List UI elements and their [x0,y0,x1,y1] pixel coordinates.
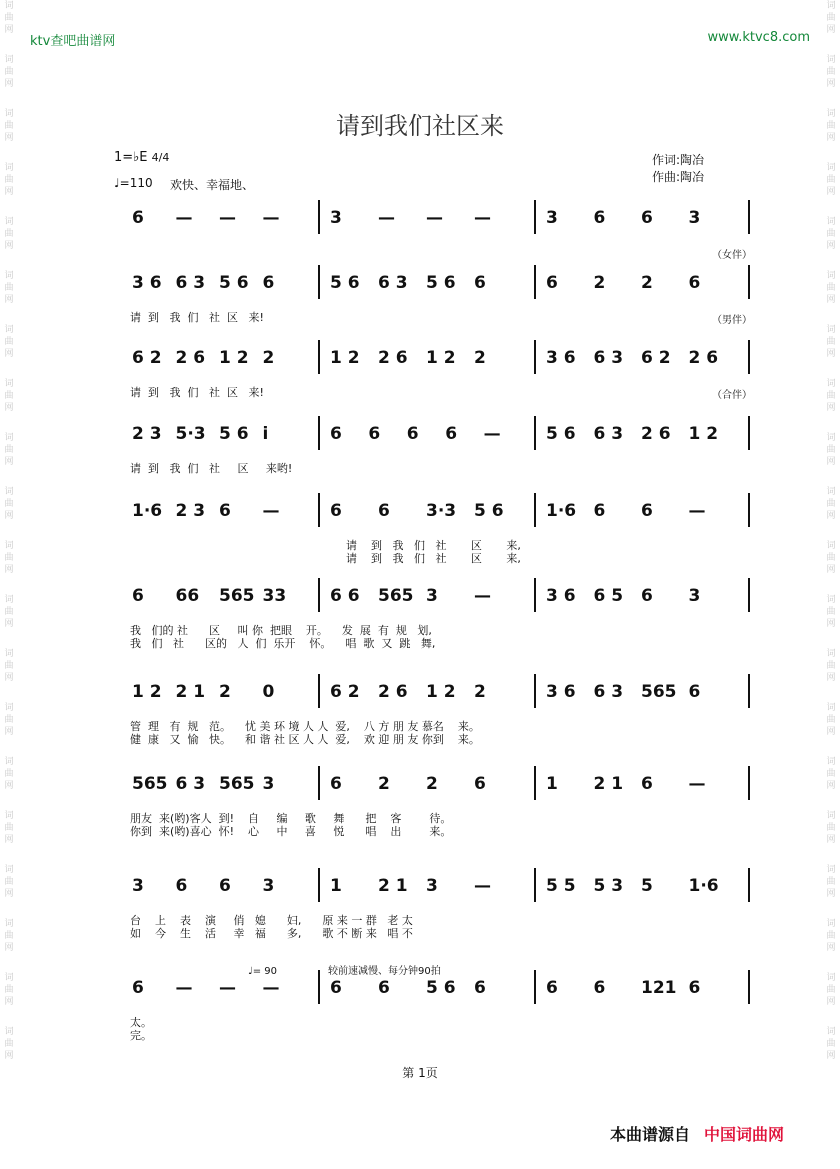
barline [534,493,536,527]
note: 6 [641,774,653,794]
note: 5 6 [330,273,360,293]
note: 1 2 [132,682,162,702]
source-label: 本曲谱源自 [610,1125,691,1144]
barline [318,200,320,234]
note: 6 [474,978,486,998]
note: 6 [688,273,701,293]
note: — [474,586,491,606]
note: i [262,424,269,444]
note: 2 3 [132,424,162,444]
barline [748,970,750,1004]
note: 6 [445,424,458,444]
note: 3 [426,586,438,606]
note: 3 6 [546,682,576,702]
note: 6 [688,682,701,702]
note: 6 2 [132,348,162,368]
lyric-line: 完。 [130,1029,152,1042]
expression-mark: 欢快、幸福地、 [170,178,255,192]
note: 565 [132,774,168,794]
barline [534,340,536,374]
note: 2 3 [175,501,206,521]
note: 6 3 [593,424,624,444]
lyric-line: 请 到 我 们 社 区 来! [130,311,264,324]
barline [534,416,536,450]
credits [652,152,704,186]
note: 5 3 [593,876,624,896]
lyric-line: 我 们 社 区的 人 们 乐开 怀。 唱 歌 又 跳 舞, [130,637,436,650]
barline [318,416,320,450]
note: 1·6 [688,876,719,896]
barline [318,766,320,800]
note: 6 [132,586,144,606]
barline [534,868,536,902]
note: 5·3 [175,424,206,444]
note: — [474,208,491,228]
score-row [0,340,840,401]
barline [318,674,320,708]
lyric-line: 我 们的 社 区 叫 你 把眼 开。 发 展 有 规 划, [130,624,432,637]
time-signature: 4/4 [151,151,170,164]
note: 6 [175,876,188,896]
note: 6 [378,501,390,521]
note: 6 [330,424,342,444]
rit-annotation: 较前速减慢、每分钟90拍 [328,966,441,977]
barline [748,200,750,234]
note: — [262,501,280,521]
note: — [483,424,501,444]
barline [748,674,750,708]
note: 6 3 [593,348,624,368]
score-row [0,493,840,565]
note: 6 [474,774,486,794]
watermark-left: 词曲网 词曲网 词曲网 词曲网 词曲网 词曲网 词曲网 词曲网 词曲网 词曲网 词曲网 词曲网 词曲网 词曲网 词曲网 词曲网 词曲网 词曲网 词曲网 词曲网 [4,1,14,1061]
note: 6 2 [330,682,360,702]
note: 6 [641,208,653,228]
score-row [0,200,840,261]
note: 1 [330,876,342,896]
note: 1 2 [330,348,360,368]
score-row [0,970,840,1042]
note: 1 2 [426,682,456,702]
note: 6 [546,978,558,998]
note: 6 [641,586,653,606]
note: 66 [175,586,200,606]
note: 2 1 [593,774,624,794]
note: 2 1 [378,876,408,896]
lyric-line: 请 到 我 们 社 区 来! [130,386,264,399]
lyric-line: 管 理 有 规 范。 忧 美 环 境 人 人 爱, 八 方 朋 友 慕名 来。 [130,720,480,733]
score-row [0,766,840,838]
key-signature [114,150,169,165]
note: 2 [262,348,275,368]
note: 6 3 [593,682,624,702]
barline [748,493,750,527]
note: — [262,208,280,228]
lyric-line: 请 到 我 们 社 区 来哟! [130,462,293,475]
note: 5 6 [426,978,456,998]
note: 6 [546,273,558,293]
note: 1 2 [426,348,456,368]
note: 5 6 [474,501,504,521]
note: 5 5 [546,876,576,896]
barline [748,766,750,800]
note: 6 5 [593,586,624,606]
note: — [378,208,395,228]
note: 6 [132,208,144,228]
lyric-line: 请 到 我 们 社 区 来, [346,552,521,565]
note: 6 [330,501,342,521]
site-link-left[interactable]: ktv查吧曲谱网 [30,34,116,49]
note: 2 6 [175,348,206,368]
note: 5 6 [219,273,249,293]
score-row [0,674,840,746]
barline [534,265,536,299]
note: 3 6 [132,273,162,293]
note: 2 [641,273,653,293]
note: 3 [426,876,438,896]
note: 3 [546,208,558,228]
note: 121 [641,978,677,998]
key-label: 1=♭E [114,150,148,165]
song-title: 请到我们社区来 [336,112,504,140]
barline [534,766,536,800]
note: 1·6 [132,501,163,521]
barline [748,868,750,902]
note: 6 [330,774,342,794]
note: 6 [368,424,381,444]
note: — [219,208,236,228]
note: 6 [593,501,606,521]
note: 5 6 [426,273,456,293]
lyric-line: 健 康 又 愉 快。 和 谐 社 区 人 人 爱, 欢 迎 朋 友 你到 来。 [130,733,480,746]
note: 565 [219,774,255,794]
note: 3 [262,774,275,794]
note: 6 3 [175,774,206,794]
note: 565 [219,586,255,606]
note: 5 [641,876,653,896]
note: 6 [330,978,342,998]
note: — [219,978,236,998]
site-link-right[interactable]: www.ktvc8.com [707,30,810,45]
note: 2 1 [175,682,206,702]
note: 1·6 [546,501,577,521]
note: 6 6 [330,586,360,606]
barline [534,200,536,234]
note: 33 [262,586,287,606]
note: 3 [132,876,144,896]
source-brand[interactable]: 中国词曲网 [704,1125,785,1144]
note: 1 [546,774,558,794]
note: 2 [219,682,231,702]
score-row [0,416,840,474]
barline [748,340,750,374]
note: — [474,876,491,896]
barline [534,970,536,1004]
note: 6 [593,978,606,998]
note: 6 [262,273,275,293]
barline [748,578,750,612]
note: 2 [593,273,606,293]
note: 565 [641,682,677,702]
note: 6 [219,876,231,896]
note: 3 [688,208,701,228]
note: — [262,978,280,998]
lyric-line: 朋友 来(哟)客人 到! 自 编 歌 舞 把 客 待。 [130,812,452,825]
note: — [688,501,706,521]
score-row [0,868,840,940]
note: 6 3 [378,273,408,293]
part-label: （合伴） [712,390,752,401]
note: 3 [688,586,701,606]
page-number: 第 1页 [402,1066,438,1080]
barline [534,578,536,612]
note: 3 6 [546,348,576,368]
note: 3·3 [426,501,457,521]
lyric-line: 太。 [130,1016,152,1029]
barline [318,493,320,527]
note: 6 [132,978,144,998]
source-credit [610,1122,784,1145]
note: 6 [406,424,419,444]
score-row [0,578,840,650]
note: — [175,978,193,998]
barline [748,416,750,450]
note: 6 2 [641,348,671,368]
note: 2 6 [688,348,719,368]
barline [318,265,320,299]
composer: 作曲:陶冶 [652,170,705,184]
lyricist: 作词:陶冶 [652,153,705,167]
note: 2 6 [378,682,408,702]
barline [748,265,750,299]
part-label: （男伴） [712,315,752,326]
note: 6 [474,273,486,293]
note: 2 6 [378,348,408,368]
watermark-right: 词曲网 词曲网 词曲网 词曲网 词曲网 词曲网 词曲网 词曲网 词曲网 词曲网 词曲网 词曲网 词曲网 词曲网 词曲网 词曲网 词曲网 词曲网 词曲网 词曲网 [826,1,836,1061]
note: — [426,208,443,228]
note: — [175,208,193,228]
note: 2 [378,774,390,794]
barline [318,340,320,374]
note: 2 [426,774,438,794]
note: 5 6 [546,424,576,444]
note: 6 [219,501,231,521]
score-row [0,265,840,326]
note: 6 [593,208,606,228]
note: 3 [330,208,342,228]
tempo-change-mark: ♩= 90 [248,966,277,977]
note: — [688,774,706,794]
barline [534,674,536,708]
note: 3 6 [546,586,576,606]
lyric-line: 台 上 表 演 俏 媳 妇, 原 来 一 群 老 太 [130,914,413,927]
note: 6 3 [175,273,206,293]
note: 6 [378,978,390,998]
note: 6 [688,978,701,998]
lyric-line: 你到 来(哟)喜心 怀! 心 中 喜 悦 唱 出 来。 [130,825,452,838]
lyric-line: 如 今 生 活 幸 福 多, 歌 不 断 来 唱 不 [130,927,413,940]
tempo-mark: ♩=110 [114,176,153,190]
note: 2 [474,682,486,702]
note: 2 [474,348,486,368]
note: 1 2 [219,348,249,368]
barline [318,868,320,902]
note: 0 [262,682,275,702]
note: 565 [378,586,414,606]
note: 3 [262,876,275,896]
note: 1 2 [688,424,719,444]
note: 2 6 [641,424,671,444]
lyric-line: 请 到 我 们 社 区 来, [346,539,521,552]
barline [318,970,320,1004]
note: 6 [641,501,653,521]
part-label: （女伴） [712,250,752,261]
note: 5 6 [219,424,249,444]
barline [318,578,320,612]
